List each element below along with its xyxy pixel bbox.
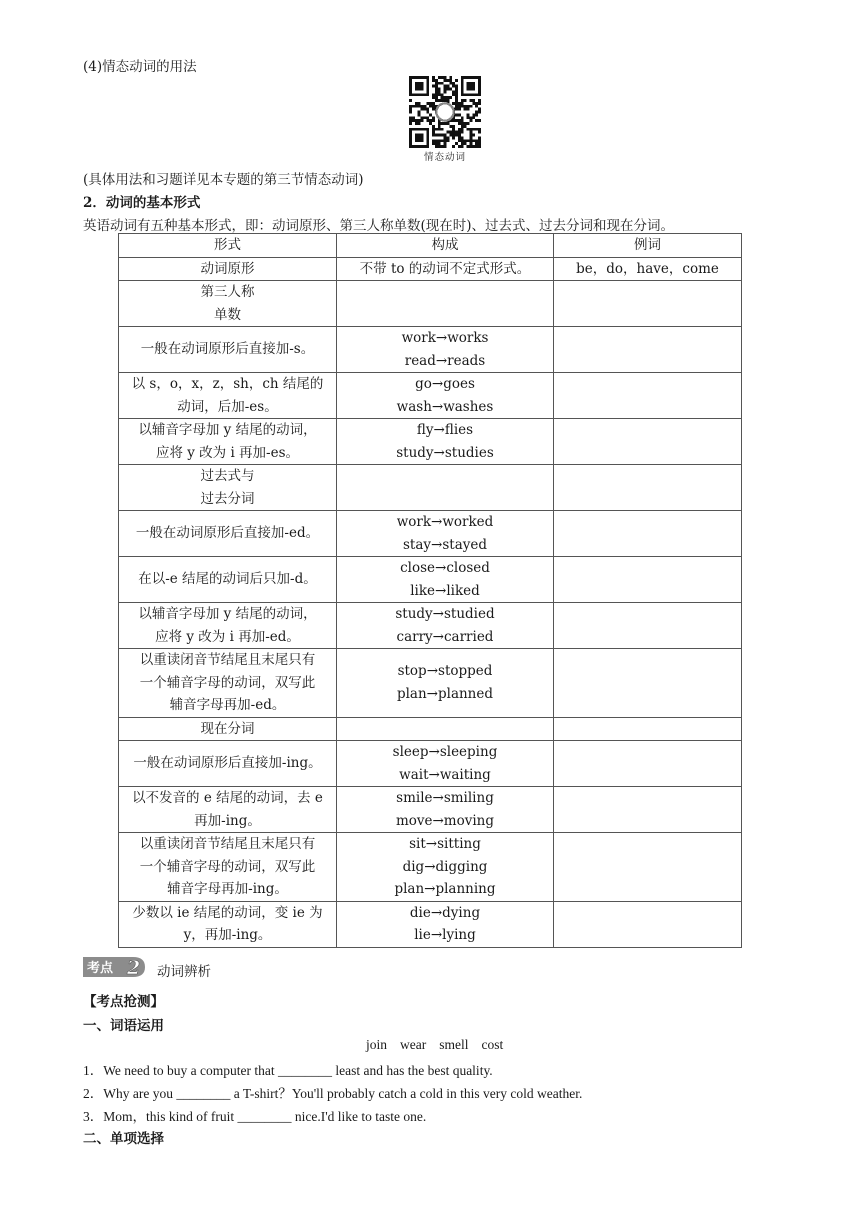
cell-line: work→worked [396,514,494,530]
table-row [119,465,742,511]
cell-line: 少数以 ie 结尾的动词，变 ie 为 [132,904,323,921]
form-cell [119,419,337,465]
cell-line: 第三人称 [200,284,255,300]
cell-line: plan→planning [394,881,496,897]
cell-line: 以重读闭音节结尾且末尾只有 [139,836,316,852]
form-cell [119,281,337,327]
form-cell [119,465,337,511]
cell-line: 以辅音字母加 y 结尾的动词， [138,422,317,438]
kaodian-badge-text: 考点 [87,961,114,976]
cell-line: wash→washes [396,398,494,415]
table-row [119,557,742,603]
example-cell [554,833,742,902]
question-1: 1．We need to buy a computer that ________ least and has the best quality. [83,1063,493,1078]
form-cell [119,717,337,741]
example-cell [554,717,742,741]
form-cell [119,557,337,603]
cell-line: die→dying [409,904,481,921]
cell-line: fly→flies [416,422,474,438]
rule-cell [337,717,554,741]
word-bank-item: join [366,1037,388,1052]
table-row [119,901,742,947]
cell-line: 动词原形 [200,260,255,277]
table-row [119,603,742,649]
form-cell [119,373,337,419]
kaodian-badge [83,957,145,977]
example-cell [554,787,742,833]
table-row [119,373,742,419]
header-form: 形式 [119,234,337,258]
rule-cell [337,741,554,787]
rule-cell [337,465,554,511]
modal-heading: (4)情态动词的用法 [83,59,197,75]
example-cell [554,419,742,465]
cell-line: work→works [401,330,489,346]
qr-code-icon [409,76,481,148]
note-text: (具体用法和习题详见本专题的第三节情态动词) [83,172,364,188]
cell-line: sleep→sleeping [392,744,498,760]
rule-cell [337,511,554,557]
cell-line: 应将 y 改为 i 再加-es。 [155,444,300,461]
cell-line: 现在分词 [200,720,255,737]
rule-cell [337,787,554,833]
form-cell [119,257,337,281]
cell-line: sit→sitting [409,836,481,852]
cell-line: 辅音字母再加-ed。 [169,697,286,713]
cell-line: dig→digging [402,858,488,875]
word-bank [366,1037,516,1053]
cell-line: move→moving [395,812,495,829]
form-cell [119,649,337,718]
cell-line: 应将 y 改为 i 再加-ed。 [155,628,300,645]
rule-cell [337,649,554,718]
cell-line: 过去分词 [200,490,255,507]
table-row [119,281,742,327]
cell-line: 以 s，o，x，z，sh，ch 结尾的 [131,376,324,392]
header-example: 例词 [554,234,742,258]
table-row [119,833,742,902]
cell-line: 以重读闭音节结尾且末尾只有 [139,652,316,668]
cell-line: carry→carried [396,628,494,645]
cell-line: smile→smiling [396,790,494,806]
form-cell [119,741,337,787]
cell-line: plan→planned [396,685,494,702]
example-cell [554,257,742,281]
word-bank-item: smell [439,1037,469,1052]
table-row [119,511,742,557]
form-cell [119,603,337,649]
question-3: 3．Mom，this kind of fruit ________ nice.I'd like to taste one. [83,1109,427,1124]
rule-cell [337,603,554,649]
rule-cell [337,901,554,947]
cell-line: 不带 to 的动词不定式形式。 [359,260,531,277]
cell-line: lie→lying [414,927,476,943]
example-cell [554,465,742,511]
cell-line: like→liked [410,582,480,599]
word-bank-item: cost [481,1037,504,1052]
cell-line: 以不发音的 e 结尾的动词，去 e [132,790,323,806]
cell-line: 一般在动词原形后直接加-ed。 [135,525,320,542]
table-row [119,257,742,281]
example-cell [554,741,742,787]
part2-title: 二、单项选择 [83,1131,164,1147]
table-row [119,717,742,741]
cell-line: wait→waiting [399,766,491,783]
cell-line: 一般在动词原形后直接加-ing。 [133,755,322,772]
rule-cell [337,373,554,419]
exercise-heading: 【考点抢测】 [83,994,164,1010]
table-row [119,741,742,787]
cell-line: 动词，后加-es。 [177,398,278,415]
cell-line: 以辅音字母加 y 结尾的动词， [138,606,317,622]
cell-line: be，do，have，come [576,260,719,277]
rule-cell [337,281,554,327]
question-2: 2．Why are you ________ a T-shirt？You'll probably catch a cold in this very cold weather. [83,1086,583,1101]
cell-line: stay→stayed [403,536,487,553]
example-cell [554,327,742,373]
table-row [119,649,742,718]
rule-cell [337,257,554,281]
cell-line: 辅音字母再加-ing。 [167,881,288,897]
cell-line: 一个辅音字母的动词，双写此 [139,674,316,691]
section2-title: 2．动词的基本形式 [83,195,201,211]
cell-line: stop→stopped [397,663,493,680]
example-cell [554,603,742,649]
part1-title: 一、词语运用 [83,1018,164,1034]
cell-line: 在以-e 结尾的动词后只加-d。 [138,571,317,588]
example-cell [554,901,742,947]
kaodian-title: 动词辨析 [157,964,211,980]
qr-caption: 情态动词 [423,152,466,163]
kaodian-badge-number: 2 [127,957,141,977]
verb-forms-table [118,233,742,948]
form-cell [119,511,337,557]
cell-line: y，再加-ing。 [183,927,272,943]
form-cell [119,787,337,833]
cell-line: go→goes [415,376,475,392]
cell-line: 过去式与 [200,468,255,484]
cell-line: 一般在动词原形后直接加-s。 [140,341,315,358]
rule-cell [337,557,554,603]
table-header-row [119,234,742,258]
cell-line: study→studied [395,606,495,622]
table-row [119,419,742,465]
cell-line: 再加-ing。 [194,812,261,829]
example-cell [554,511,742,557]
cell-line: close→closed [400,560,490,576]
rule-cell [337,327,554,373]
table-row [119,787,742,833]
cell-line: 一个辅音字母的动词，双写此 [139,858,316,875]
example-cell [554,373,742,419]
form-cell [119,327,337,373]
form-cell [119,901,337,947]
cell-line: study→studies [396,444,494,461]
form-cell [119,833,337,902]
header-rule: 构成 [337,234,554,258]
table-row [119,327,742,373]
example-cell [554,557,742,603]
qr-code-block [409,76,481,163]
cell-line: 单数 [214,306,241,323]
example-cell [554,649,742,718]
rule-cell [337,419,554,465]
example-cell [554,281,742,327]
cell-line: read→reads [404,352,486,369]
word-bank-item: wear [400,1037,427,1052]
rule-cell [337,833,554,902]
section2-intro: 英语动词有五种基本形式，即：动词原形、第三人称单数(现在时)、过去式、过去分词和现在分词。 [83,218,675,234]
